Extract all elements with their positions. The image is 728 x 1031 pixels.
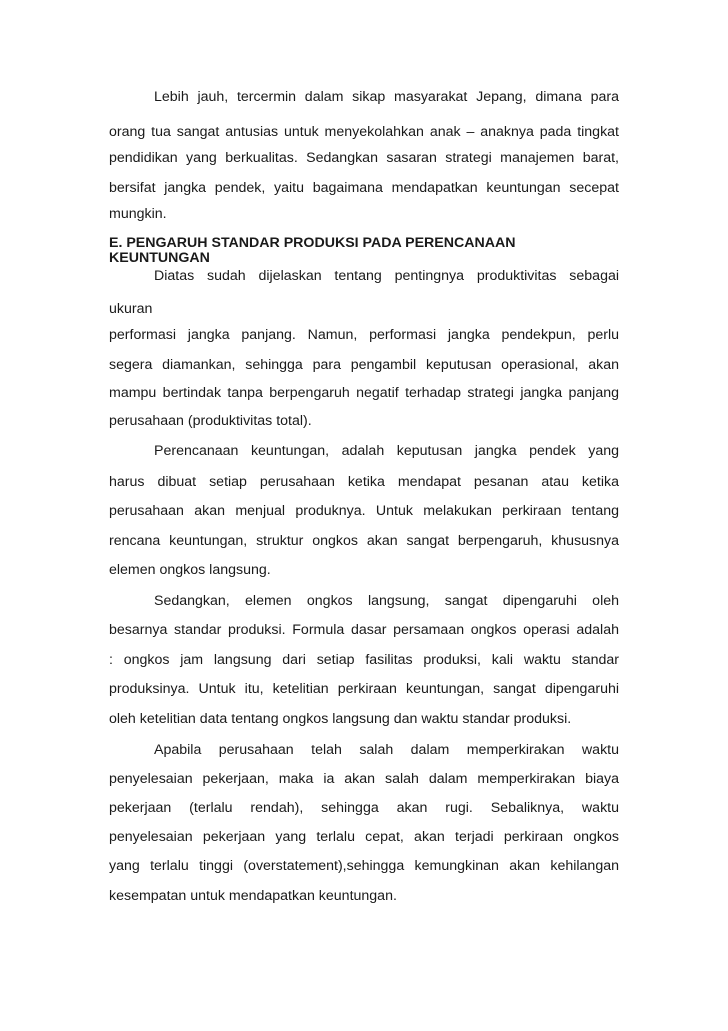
paragraph-2-line-2: ukuran [109, 301, 153, 317]
paragraph-4-line-5: oleh ketelitian data tentang ongkos langsung dan waktu standar produksi. [109, 711, 572, 727]
paragraph-1-line-1: Lebih jauh, tercermin dalam sikap masyarakat Jepang, dimana para [154, 89, 619, 105]
paragraph-5-line-4: penyelesaian pekerjaan yang terlalu cepat, akan terjadi perkiraan ongkos [109, 829, 619, 845]
paragraph-1-line-3: pendidikan yang berkualitas. Sedangkan sasaran strategi manajemen barat, [109, 150, 619, 166]
paragraph-5-line-6: kesempatan untuk mendapatkan keuntungan. [109, 888, 397, 904]
paragraph-3-line-1: Perencanaan keuntungan, adalah keputusan jangka pendek yang [154, 443, 619, 459]
paragraph-5-line-1: Apabila perusahaan telah salah dalam memperkirakan waktu [154, 742, 619, 758]
paragraph-2-line-5: mampu bertindak tanpa berpengaruh negatif terhadap strategi jangka panjang [109, 385, 619, 401]
paragraph-4-line-4: produksinya. Untuk itu, ketelitian perkiraan keuntungan, sangat dipengaruhi [109, 681, 619, 697]
paragraph-5-line-3: pekerjaan (terlalu rendah), sehingga akan rugi. Sebaliknya, waktu [109, 800, 619, 816]
paragraph-3-line-2: harus dibuat setiap perusahaan ketika mendapat pesanan atau ketika [109, 474, 619, 490]
paragraph-2-line-1: Diatas sudah dijelaskan tentang pentingnya produktivitas sebagai [154, 268, 619, 284]
section-heading-line-1: E. PENGARUH STANDAR PRODUKSI PADA PERENCANAAN [109, 235, 516, 251]
paragraph-3-line-3: perusahaan akan menjual produknya. Untuk melakukan perkiraan tentang [109, 503, 619, 519]
paragraph-4-line-3: : ongkos jam langsung dari setiap fasilitas produksi, kali waktu standar [109, 652, 619, 668]
paragraph-1-line-2: orang tua sangat antusias untuk menyekolahkan anak – anaknya pada tingkat [109, 124, 619, 140]
paragraph-2-line-4: segera diamankan, sehingga para pengambil keputusan operasional, akan [109, 357, 619, 373]
paragraph-1-line-5: mungkin. [109, 206, 167, 222]
paragraph-5-line-5: yang terlalu tinggi (overstatement),sehingga kemungkinan akan kehilangan [109, 858, 619, 874]
paragraph-3-line-5: elemen ongkos langsung. [109, 562, 271, 578]
section-heading-line-2: KEUNTUNGAN [109, 250, 210, 266]
paragraph-4-line-2: besarnya standar produksi. Formula dasar persamaan ongkos operasi adalah [109, 622, 619, 638]
paragraph-5-line-2: penyelesaian pekerjaan, maka ia akan salah dalam memperkirakan biaya [109, 771, 619, 787]
paragraph-3-line-4: rencana keuntungan, struktur ongkos akan sangat berpengaruh, khususnya [109, 533, 619, 549]
paragraph-1-line-4: bersifat jangka pendek, yaitu bagaimana mendapatkan keuntungan secepat [109, 180, 619, 196]
paragraph-2-line-6: perusahaan (produktivitas total). [109, 413, 312, 429]
paragraph-4-line-1: Sedangkan, elemen ongkos langsung, sangat dipengaruhi oleh [154, 593, 619, 609]
paragraph-2-line-3: performasi jangka panjang. Namun, performasi jangka pendekpun, perlu [109, 327, 619, 343]
